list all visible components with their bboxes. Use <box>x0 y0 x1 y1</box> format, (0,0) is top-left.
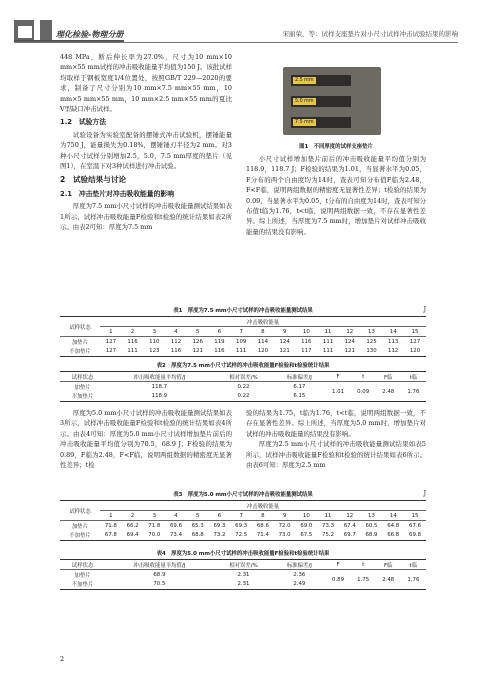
mid-left-paragraph: 厚度为5.0 mm小尺寸试样的冲击吸收能量测试结果如表3所示，试样冲击吸收能量F检验和t检验的统计结果如表4所示。由表4可知：厚度为5.0 mm小尺寸试样增加垫片前后的冲击吸收能量平均值分别为70.5，68.9 J；F检验的结果为0.89，F临为2.48，F<F临，说明两组数据的精密度无显著性差异；t检 <box>60 409 232 470</box>
page-number: 2 <box>60 655 65 663</box>
table-header: t临 <box>409 374 418 381</box>
table-header: 相对误差/% <box>229 374 258 381</box>
table3-unit: J <box>423 490 426 497</box>
row-label: 加垫片 <box>71 523 89 530</box>
table-cell: 67.8 <box>104 532 117 539</box>
table-cell: 71.4 <box>256 532 269 539</box>
table3-col-header: 2 <box>130 512 135 519</box>
table-header: F临 <box>383 562 393 569</box>
table-cell: 67.5 <box>300 532 313 539</box>
table-cell: 125 <box>366 338 377 345</box>
table-cell: 0.89 <box>332 576 345 583</box>
table4-caption: 表4 厚度为5.0 mm小尺寸试样的冲击吸收能量F检验和t检验统计结果 <box>156 551 330 557</box>
table-header: 相对误差/% <box>229 562 258 569</box>
table1-col-header: 1 <box>109 328 113 335</box>
table-cell: 71.8 <box>104 522 117 529</box>
table3-col-header: 11 <box>324 512 332 519</box>
table-cell: 0.22 <box>237 393 250 400</box>
table-cell: 64.8 <box>387 522 400 529</box>
table-cell: 73.0 <box>278 532 291 539</box>
table-cell: 72.5 <box>235 532 248 539</box>
shim-bar <box>291 117 351 128</box>
mid-right-paragraph-1: 验的结果为1.75，t临为1.76，t<t临，说明两组数据一致，不存在显著性差异。综上所述，当厚度为5.0 mm时，增加垫片对试样的冲击吸收能量的结果没有影响。 <box>246 409 426 438</box>
table-cell: 127 <box>105 338 116 345</box>
table-cell: 116 <box>127 338 138 345</box>
table-cell: 1.75 <box>357 576 370 583</box>
mid-left-column <box>60 408 232 470</box>
table-cell: 130 <box>366 348 377 355</box>
table-cell: 2.36 <box>293 571 306 578</box>
table-cell: 72.0 <box>278 522 291 529</box>
table1-col-header: 9 <box>282 328 287 335</box>
table-cell: 109 <box>236 338 247 345</box>
shim-label: 7.5 mm <box>295 120 314 125</box>
table-cell: 112 <box>170 338 182 345</box>
table-cell: 123 <box>149 348 160 355</box>
table-row <box>60 382 426 392</box>
table-cell: 126 <box>192 338 203 345</box>
table-row <box>60 521 426 531</box>
table3-col-header: 8 <box>261 512 265 519</box>
table-cell: 111 <box>322 338 334 345</box>
table-cell: 111 <box>236 348 247 355</box>
table-cell: 120 <box>257 348 269 355</box>
table-row <box>60 347 426 357</box>
table-cell: 114 <box>257 338 269 345</box>
table-cell: 2.49 <box>293 581 306 588</box>
table-cell: 68.9 <box>365 532 378 539</box>
table3-col-header: 4 <box>174 512 178 519</box>
method-paragraph: 试验设备为实验室配备的摆锤式冲击试验机，摆锤能量为750 J，能量损失为0.18%，摆锤锤刃半径为2 mm。对3种小尺寸试样分别增加2.5，5.0，7.5 mm厚度的垫片（见图1），在室温下对3种试样进行冲击试验。 <box>60 130 232 171</box>
shim-bar <box>291 75 351 86</box>
running-head: 宋丽荣，等：试样支座垫片对小尺寸试样冲击试验结果的影响 <box>282 30 458 38</box>
journal-name: 理化检验-物理分册 <box>56 30 124 39</box>
table-cell: 124 <box>279 338 290 345</box>
table-cell: 66.2 <box>126 522 139 529</box>
table-cell: 71.8 <box>148 522 161 529</box>
table1-col-header: 12 <box>346 328 354 335</box>
table-row <box>60 570 426 580</box>
table3-col-header: 7 <box>239 512 243 519</box>
table-cell: 127 <box>105 348 116 355</box>
table-cell: 69.4 <box>126 532 139 539</box>
section-2-1-heading: 2.1 冲击垫片对冲击吸收能量的影响 <box>60 189 174 198</box>
results-paragraph: 厚度为7.5 mm小尺寸试样的冲击吸收能量测试结果如表1所示，试样冲击吸收能量F检验和t检验的统计结果如表2所示。由表2可知：厚度为7.5 mm <box>60 202 232 232</box>
shim-bar <box>291 96 351 107</box>
table-cell: 6.17 <box>293 383 306 390</box>
table1-col-header: 11 <box>324 328 332 335</box>
table-cell: 120 <box>409 348 421 355</box>
table3 <box>60 500 426 541</box>
table1-col-header: 10 <box>302 328 310 335</box>
table-cell: 73.2 <box>213 532 226 539</box>
header-rule <box>14 42 458 43</box>
table3-col-header: 10 <box>302 512 310 519</box>
table-header: 试样状态 <box>71 562 94 569</box>
table3-group-header: 冲击吸收能量 <box>100 501 426 511</box>
shim-label: 2.5 mm <box>295 78 314 83</box>
table3-col-header: 12 <box>346 512 354 519</box>
right-paragraph: 小尺寸试样增加垫片前后的冲击吸收能量平均值分别为118.9，118.7 J；F检验的结果为1.01，当显著水平为0.05，F分布的两个自由度均为14时，查表可知分布值F临为2.48，F<F临，说明两组数据的精密度无显著性差异；t检验的结果为0.09，当显著水平为0.05，t分布的自由度为14时，查表可知分布值t临为1.76，t<t临，说明两组数据一致，不存在显著性差异。综上所述，当厚度为7.5 mm时，增加垫片对试样冲击吸收能量的结果没有影响。 <box>246 155 426 236</box>
table-cell: 67.4 <box>343 522 356 529</box>
right-column <box>246 154 426 237</box>
table-header: 标准偏差/J <box>286 562 312 569</box>
table-cell: 75.2 <box>322 532 335 539</box>
left-column <box>60 52 232 233</box>
table-header: t临 <box>409 562 418 569</box>
table-cell: 68.6 <box>256 522 269 529</box>
row-label: 不加垫片 <box>69 349 91 356</box>
table-cell: 2.31 <box>237 581 250 588</box>
shim-label: 5.0 mm <box>295 99 314 104</box>
table-cell: 69.7 <box>343 532 356 539</box>
row-label: 加垫片 <box>74 384 91 391</box>
table-cell: 121 <box>192 348 203 355</box>
table-cell: 116 <box>301 338 312 345</box>
table-cell: 69.0 <box>300 522 313 529</box>
table-cell: 1.76 <box>407 576 420 583</box>
table-cell: 68.8 <box>191 532 204 539</box>
table-cell: 68.9 <box>153 571 166 578</box>
table-cell: 118.9 <box>151 393 168 400</box>
table-cell: 69.3 <box>235 522 248 529</box>
table-cell: 69.8 <box>409 532 422 539</box>
table-row <box>60 531 426 541</box>
table-cell: 116 <box>170 348 182 355</box>
table-header: F <box>336 561 340 568</box>
row-label: 不加垫片 <box>71 582 94 589</box>
table-cell: 2.48 <box>382 388 395 395</box>
table1-col-header: 13 <box>368 328 375 335</box>
table-cell: 110 <box>149 338 160 345</box>
intro-paragraph: 448 MPa，断后伸长率为27.0%，尺寸为10 mm×10 mm×55 mm试样的冲击吸收能量平均值为150 J。该批试样均取样于钢板宽度1/4位置处，按照GB/T 229—2020的要求，制备了尺寸分别为10 mm×7.5 mm×55 mm，10 mm×5 mm×55 mm，10 mm×2.5 mm×55 mm的夏比V型缺口冲击试样。 <box>60 53 232 114</box>
table-cell: 1.01 <box>332 388 345 395</box>
table-header: t <box>362 373 365 380</box>
table-header: 冲击吸收能量平均值/J <box>133 374 186 381</box>
table-cell: 73.3 <box>322 522 335 529</box>
table-cell: 117 <box>301 348 312 355</box>
row-label: 不加垫片 <box>71 394 94 401</box>
table3-col-header: 1 <box>109 512 113 519</box>
table-cell: 121 <box>344 348 355 355</box>
table3-col-header: 14 <box>389 512 397 519</box>
table4 <box>60 559 426 590</box>
figure-caption: 图1 不同厚度的试样支座垫片 <box>299 144 373 150</box>
mid-right-paragraph-2: 厚度为2.5 mm小尺寸试样的冲击吸收能量测试结果如表5所示，试样冲击吸收能量F检验和t检验的统计结果如表6所示。由表6可知：厚度为2.5 mm <box>246 440 426 470</box>
table-cell: 6.15 <box>293 393 306 400</box>
section-2-heading: 2 试验结果与讨论 <box>60 175 127 185</box>
table1-caption: 表1 厚度为7.5 mm小尺寸试样的冲击吸收能量测试结果 <box>173 308 313 314</box>
table-cell: 111 <box>322 348 334 355</box>
table-cell: 119 <box>214 338 225 345</box>
table-cell: 1.76 <box>407 388 420 395</box>
table-cell: 65.3 <box>191 522 204 529</box>
table-cell: 127 <box>409 338 421 345</box>
table-cell: 121 <box>279 348 290 355</box>
table2-caption: 表2 厚度为7.5 mm小尺寸试样的冲击吸收能量F检验和t检验统计结果 <box>156 363 330 369</box>
page-header <box>0 0 480 46</box>
table-header: 试样状态 <box>71 374 94 381</box>
table1-col-header: 5 <box>196 328 200 335</box>
table-cell: 118.7 <box>151 383 168 390</box>
table3-caption: 表3 厚度为5.0 mm小尺寸试样的冲击吸收能量测试结果 <box>173 492 313 498</box>
table-cell: 69.6 <box>170 522 183 529</box>
table-cell: 2.48 <box>382 576 395 583</box>
table-cell: 0.22 <box>237 383 250 390</box>
table-header: 标准偏差/J <box>286 374 312 381</box>
row-label: 加垫片 <box>74 572 91 579</box>
table3-col-header: 6 <box>217 512 222 519</box>
table1 <box>60 316 426 357</box>
table-cell: 0.09 <box>357 388 370 395</box>
table-cell: 66.8 <box>387 532 400 539</box>
table-header: F <box>336 373 340 380</box>
section-1-2-heading: 1.2 试验方法 <box>60 118 107 127</box>
table-cell: 111 <box>127 348 138 355</box>
table-cell: 73.4 <box>170 532 183 539</box>
table1-col-header: 8 <box>261 328 265 335</box>
table3-col-header: 5 <box>196 512 200 519</box>
table3-col-header: 9 <box>282 512 287 519</box>
table3-col-header: 15 <box>411 512 419 519</box>
mid-right-column <box>246 408 426 470</box>
table1-unit: J <box>423 306 426 313</box>
table1-col-header: 7 <box>239 328 243 335</box>
table-cell: 116 <box>214 348 225 355</box>
table-cell: 124 <box>344 338 355 345</box>
row-label: 不加垫片 <box>69 533 91 540</box>
table-cell: 70.0 <box>148 532 161 539</box>
table1-group-header: 冲击吸收能量 <box>100 317 426 327</box>
table-cell: 69.3 <box>213 522 226 529</box>
table-cell: 113 <box>388 338 399 345</box>
table-cell: 60.5 <box>365 522 378 529</box>
table1-col-header: 3 <box>152 328 157 335</box>
table-header: t <box>362 561 365 568</box>
journal-logo <box>14 20 52 42</box>
table-row <box>60 337 426 347</box>
table2 <box>60 371 426 402</box>
table-header: 冲击吸收能量平均值/J <box>133 562 186 569</box>
table-cell: 2.31 <box>237 571 250 578</box>
table-header: F临 <box>383 374 393 381</box>
shim-photo <box>283 67 381 135</box>
table1-row-header: 试样状态 <box>60 317 100 337</box>
table3-row-header: 试样状态 <box>60 501 100 521</box>
table-cell: 67.6 <box>409 522 422 529</box>
table-cell: 112 <box>388 348 399 355</box>
table1-col-header: 15 <box>411 328 419 335</box>
row-label: 加垫片 <box>71 339 89 346</box>
table1-col-header: 6 <box>217 328 222 335</box>
table1-col-header: 2 <box>130 328 135 335</box>
table1-col-header: 4 <box>174 328 178 335</box>
table-cell: 70.5 <box>153 581 166 588</box>
table3-col-header: 3 <box>152 512 157 519</box>
table3-col-header: 13 <box>368 512 375 519</box>
table1-col-header: 14 <box>389 328 397 335</box>
